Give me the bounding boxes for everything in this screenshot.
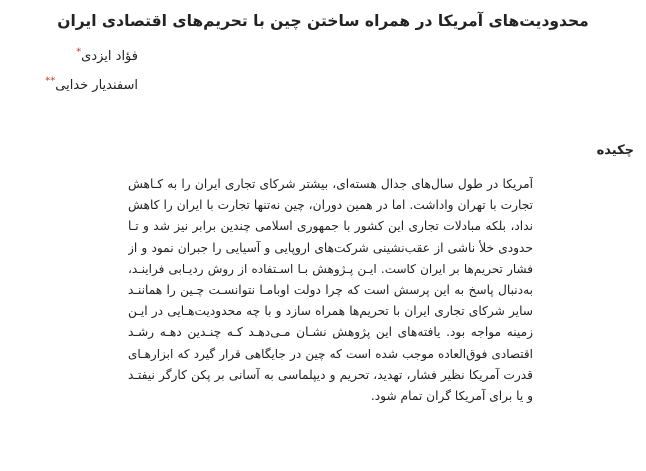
abstract-line: تجارت با تهران واداشت. اما در همین دوران، چین نه‌تنها تجارت با ایران را کاهش (128, 198, 533, 213)
author-2-footnote-mark: ** (45, 75, 56, 87)
abstract-line: فشار تحریم‌ها بر ایران کاست. ایـن پـژوهش بـا اسـتفاده از روش ردیـابی فراینـد، (128, 261, 533, 276)
abstract-line: قدرت آمریکا نظیر فشار، تهدید، تحریم و دیپلماسی به آسانی بر پکن کارگر نیفتـد (128, 367, 533, 382)
author-2-name: اسفندیار خدایی (55, 78, 138, 93)
paper-title: محدودیت‌های آمریکا در همراه ساختن چین با تحریم‌های اقتصادی ایران (57, 12, 589, 30)
abstract-heading: چکیده (596, 143, 634, 158)
abstract-line: زمینه مواجه بود. یافته‌های این پژوهش نشـان مـی‌دهـد کـه چنـدین دهـه رشـد (128, 325, 533, 340)
abstract-line: و یا برای آمریکا گران تمام شود. (370, 389, 533, 404)
abstract-line: حدودی خلأ ناشی از عقب‌نشینی شرکت‌های اروپایی و آسیایی را جبران نمود و از (128, 240, 533, 255)
author-1-name: فؤاد ایزدی (81, 49, 138, 64)
abstract-line: به‌دنبال پاسخ به این پرسش است که چرا دولت اوبامـا نتوانسـت چـین را هماننـد (128, 283, 533, 298)
author-2 (45, 76, 138, 96)
abstract-line: سایر شرکای تجاری ایران با تحریم‌ها همراه سازد و با چه محدودیت‌هـایی در ایـن (128, 304, 533, 319)
abstract-line: اقتصادی فوق‌العاده موجب شده است که چین در جایگاهی قرار گیرد که ابزارهـای (128, 346, 533, 361)
author-1-footnote-mark: * (76, 46, 82, 58)
author-1 (76, 47, 138, 67)
abstract-body (128, 174, 533, 407)
abstract-line: آمریکا در طول سال‌های جدال هسته‌ای، بیشتر شرکای تجاری ایران را به کـاهش (128, 177, 533, 191)
abstract-line: نداد، بلکه مبادلات تجاری این کشور با جمهوری اسلامی چندین برابر نیز شد و تـا (128, 219, 533, 234)
